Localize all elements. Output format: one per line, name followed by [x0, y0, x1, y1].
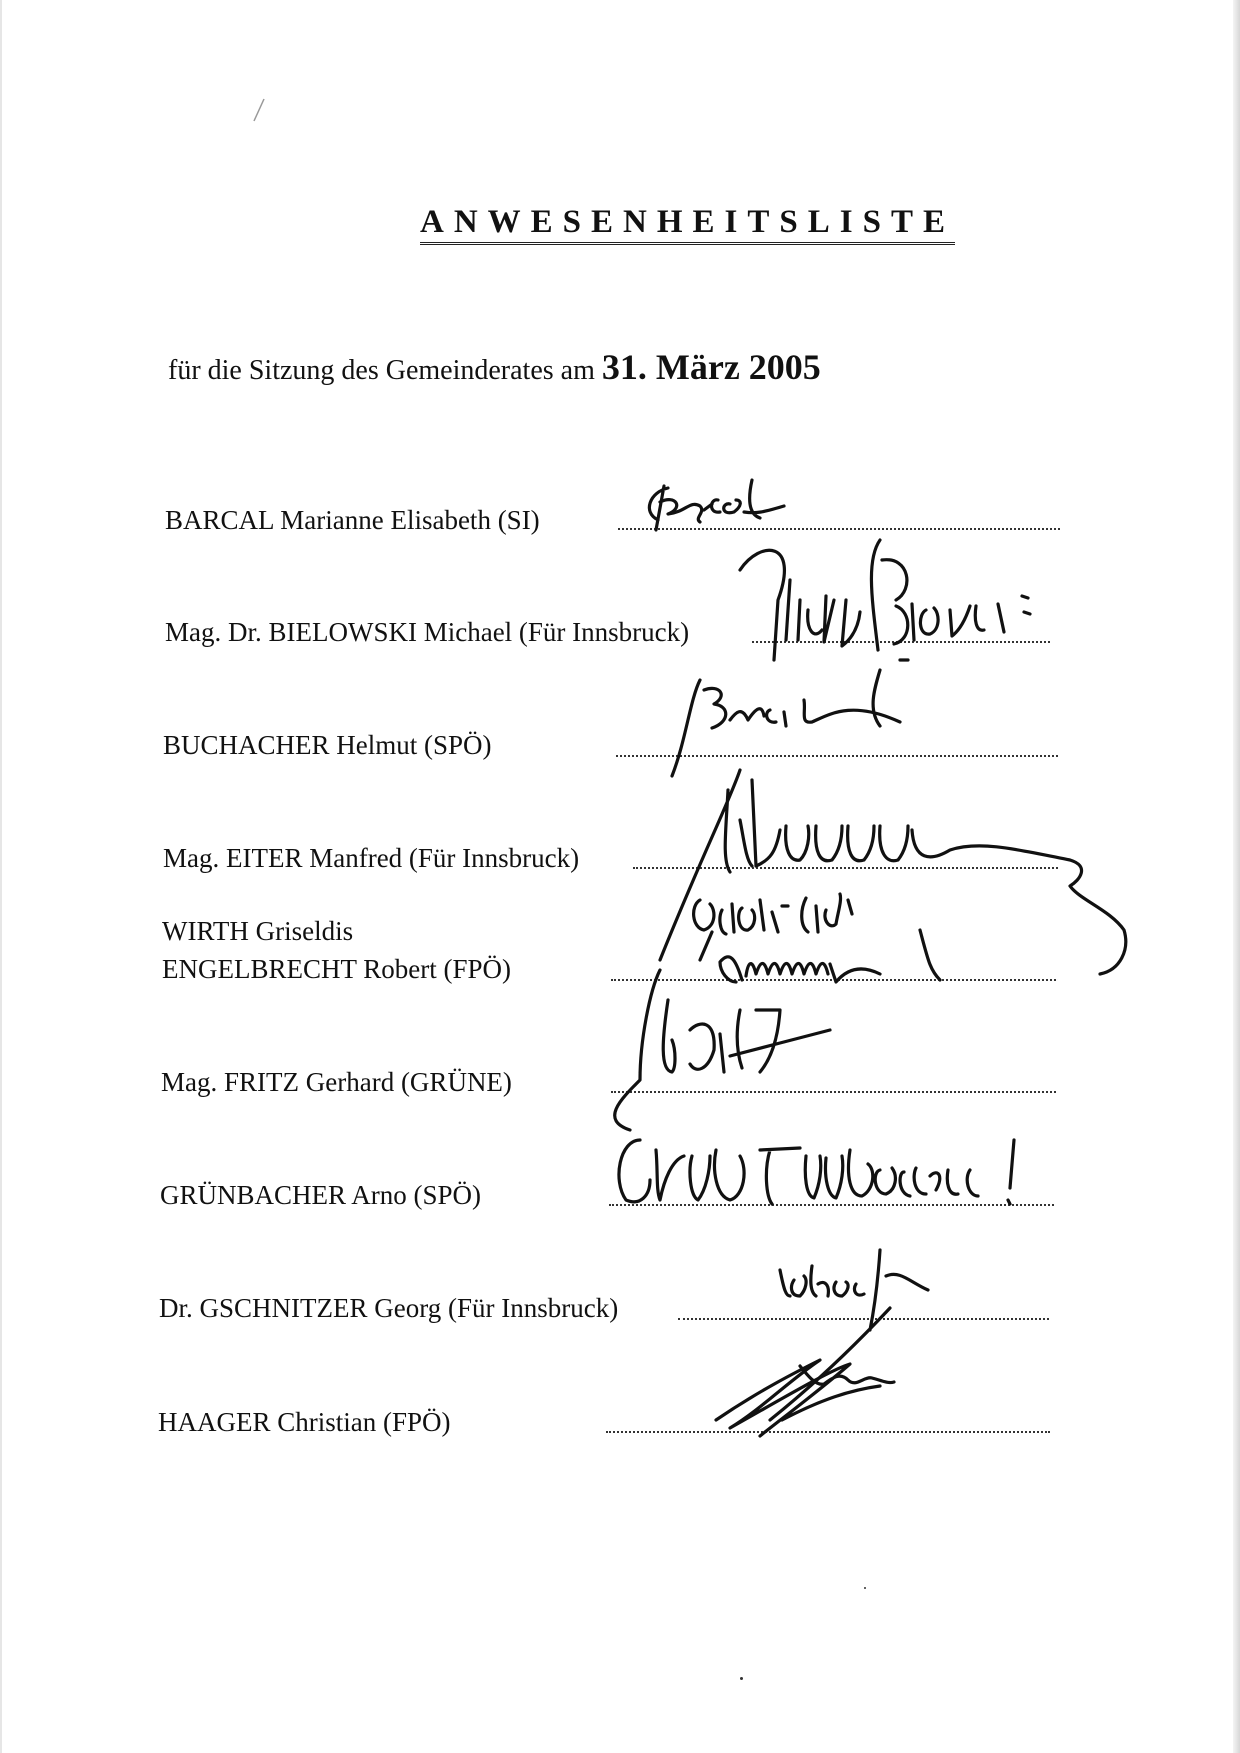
- signature-line: [611, 1091, 1056, 1093]
- session-date: 31. März 2005: [601, 347, 821, 387]
- signature-line: [606, 1431, 1050, 1433]
- attendee-name: Dr. GSCHNITZER Georg (Für Innsbruck): [159, 1293, 619, 1323]
- attendee-name: BUCHACHER Helmut (SPÖ): [163, 730, 492, 760]
- attendee-name: Mag. EITER Manfred (Für Innsbruck): [163, 843, 580, 873]
- signature-wirth: [694, 894, 940, 982]
- signature-line: [752, 641, 1050, 643]
- attendee-name: BARCAL Marianne Elisabeth (SI): [165, 505, 540, 535]
- attendee-name: GRÜNBACHER Arno (SPÖ): [160, 1180, 482, 1210]
- attendee-name: ENGELBRECHT Robert (FPÖ): [162, 954, 511, 984]
- signature-haager: [716, 1360, 894, 1436]
- signature-gruenbacher: [619, 1140, 1014, 1204]
- signature-line: [609, 1204, 1054, 1206]
- document-title: [0, 204, 1240, 241]
- signature-buchacher: [672, 660, 908, 776]
- signature-line: [678, 1318, 1049, 1320]
- signature-line: [618, 528, 1060, 530]
- scan-edge-right: [1233, 0, 1240, 1753]
- document-title-text: ANWESENHEITSLISTE: [420, 204, 955, 245]
- scan-speck: [864, 1587, 866, 1589]
- signature-barcal: [649, 480, 784, 530]
- attendee-name: WIRTH Griseldis: [162, 916, 354, 946]
- attendee-name: HAAGER Christian (FPÖ): [158, 1407, 451, 1437]
- signature-line: [633, 867, 1058, 869]
- attendee-name: Mag. FRITZ Gerhard (GRÜNE): [161, 1067, 512, 1097]
- signature-line: [611, 979, 1056, 981]
- signature-line: [616, 755, 1058, 757]
- signature-fritz: [615, 970, 830, 1130]
- subtitle-prefix: für die Sitzung des Gemeinderates am: [168, 355, 595, 386]
- document-subtitle: [168, 346, 821, 388]
- scan-mark: [250, 95, 270, 125]
- attendee-name: Mag. Dr. BIELOWSKI Michael (Für Innsbruck): [165, 617, 690, 647]
- scan-speck: [740, 1677, 743, 1680]
- scan-edge-left: [0, 0, 2, 1753]
- signature-eiter: [660, 770, 1126, 974]
- signature-gschnitzer: [770, 1250, 928, 1420]
